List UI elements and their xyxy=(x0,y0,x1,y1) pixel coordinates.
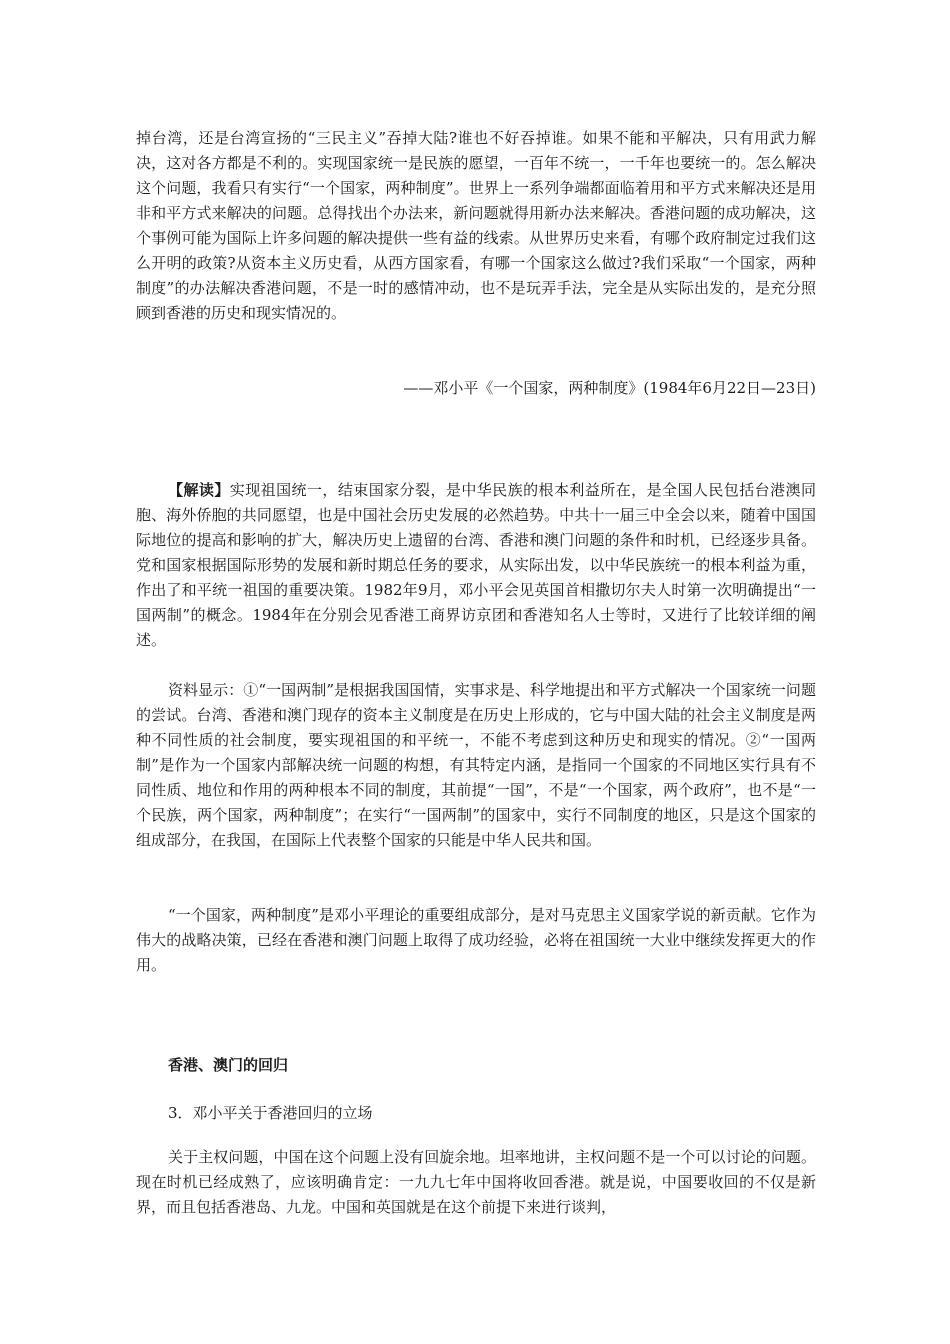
section-text: 关于主权问题，中国在这个问题上没有回旋余地。坦率地讲，主权问题不是一个可以讨论的问题。现在时机已经成熟了，应该明确肯定：一九九七年中国将收回香港。就是说，中国要收回的不仅是新界，而且包括香港岛、九龙。中国和英国就是在这个前提下来进行谈判， xyxy=(136,1148,816,1216)
materials-paragraph xyxy=(136,678,816,853)
conclusion-text: “一个国家，两种制度”是邓小平理论的重要组成部分，是对马克思主义国家学说的新贡献。它作为伟大的战略决策，已经在香港和澳门问题上取得了成功经验，必将在祖国统一大业中继续发挥更大的作用。 xyxy=(136,906,816,974)
materials-text: 资料显示：①“一国两制”是根据我国国情，实事求是、科学地提出和平方式解决一个国家统一问题的尝试。台湾、香港和澳门现存的资本主义制度是在历史上形成的，它与中国大陆的社会主义制度是两种不同性质的社会制度，要实现祖国的和平统一，不能不考虑到这种历史和现实的情况。②“一国两制”是作为一个国家内部解决统一问题的构想，有其特定内涵，是指同一个国家的不同地区实行具有不同性质、地位和作用的两种根本不同的制度，其前提“一国”，不是“一个国家，两个政府”，也不是“一个民族，两个国家，两种制度”；在实行“一国两制”的国家中，实行不同制度的地区，只是这个国家的组成部分，在我国，在国际上代表整个国家的只能是中华人民共和国。 xyxy=(136,681,816,849)
quote-paragraph xyxy=(136,126,816,326)
conclusion-paragraph xyxy=(136,903,816,978)
interpretation-paragraph xyxy=(136,478,816,653)
quote-attribution: ——邓小平《一个国家，两种制度》(1984年6月22日—23日) xyxy=(403,379,816,397)
section-subheading: 3．邓小平关于香港回归的立场 xyxy=(168,1104,373,1122)
quote-text: 掉台湾，还是台湾宣扬的“三民主义”吞掉大陆?谁也不好吞掉谁。如果不能和平解决，只有用武力解决，这对各方都是不利的。实现国家统一是民族的愿望，一百年不统一，一千年也要统一的。怎么解决这个问题，我看只有实行“一个国家，两种制度”。世界上一系列争端都面临着用和平方式来解决还是用非和平方式来解决的问题。总得找出个办法来，新问题就得用新办法来解决。香港问题的成功解决，这个事例可能为国际上许多问题的解决提供一些有益的线索。从世界历史来看，有哪个政府制定过我们这么开明的政策?从资本主义历史看，从西方国家看，有哪一个国家这么做过?我们采取“一个国家，两种制度”的办法解决香港问题，不是一时的感情冲动，也不是玩弄手法，完全是从实际出发的，是充分照顾到香港的历史和现实情况的。 xyxy=(136,129,816,322)
interpretation-label: 【解读】 xyxy=(168,481,230,499)
interpretation-text: 实现祖国统一，结束国家分裂，是中华民族的根本利益所在，是全国人民包括台港澳同胞、海外侨胞的共同愿望，也是中国社会历史发展的必然趋势。中共十一届三中全会以来，随着中国国际地位的提高和影响的扩大，解决历史上遗留的台湾、香港和澳门问题的条件和时机，已经逐步具备。党和国家根据国际形势的发展和新时期总任务的要求，从实际出发，以中华民族统一的根本利益为重，作出了和平统一祖国的重要决策。1982年9月，邓小平会见英国首相撒切尔夫人时第一次明确提出“一国两制”的概念。1984年在分别会见香港工商界访京团和香港知名人士等时，又进行了比较详细的阐述。 xyxy=(136,481,816,649)
section-title: 香港、澳门的回归 xyxy=(168,1056,289,1074)
section-paragraph xyxy=(136,1145,816,1220)
